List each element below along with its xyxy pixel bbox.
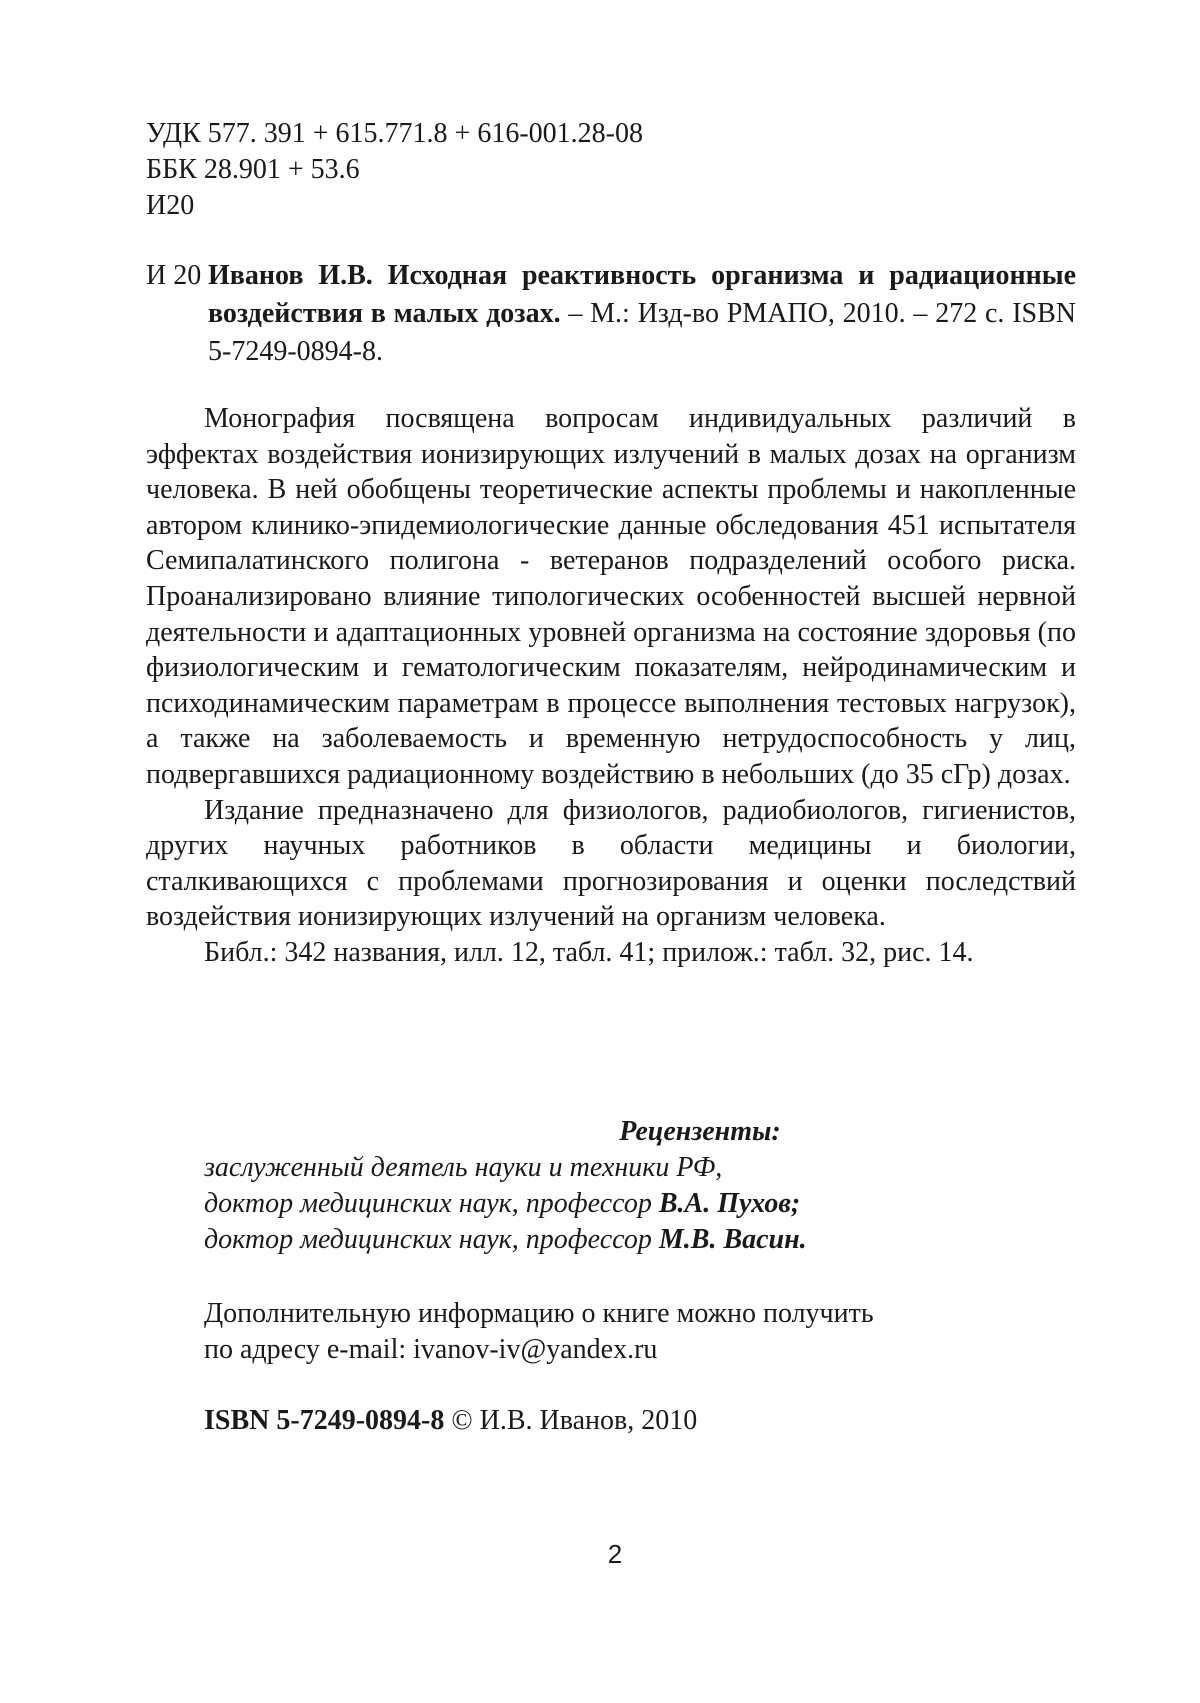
classification-codes (146, 116, 946, 224)
reviewer-line-2 (204, 1186, 1076, 1222)
page-number: 2 (607, 1539, 623, 1569)
entry-title: Иванов И.В. Исходная реактивность организма и радиационные воздействия в малых дозах. (208, 260, 1076, 329)
contact-line-1: Дополнительную информацию о книге можно получить (204, 1298, 874, 1329)
isbn-number: ISBN 5-7249-0894-8 (204, 1405, 445, 1436)
abstract (146, 401, 1076, 971)
entry-text (208, 257, 1076, 371)
reviewers-block (204, 1114, 1076, 1258)
abstract-paragraph-3: Библ.: 342 названия, илл. 12, табл. 41; прилож.: табл. 32, рис. 14. (204, 936, 974, 968)
entry-mark: И 20 (146, 260, 202, 291)
copyright-line (204, 1403, 1076, 1439)
reviewer-2-credentials: доктор медицинских наук, профессор (204, 1188, 659, 1219)
udk-code: УДК 577. 391 + 615.771.8 + 616-001.28-08 (146, 118, 643, 149)
reviewer-2-name: В.А. Пухов; (658, 1188, 801, 1219)
author-mark: И20 (146, 190, 195, 221)
reviewer-line-3 (204, 1222, 1076, 1258)
reviewer-3-credentials: доктор медицинских наук, профессор (204, 1224, 659, 1255)
bbk-code: ББК 28.901 + 53.6 (146, 154, 360, 185)
abstract-paragraph-1: Монография посвящена вопросам индивидуальных различий в эффектах воздействия ионизирующих излучений в малых дозах на организм человека. В ней обобщены теоретические аспекты проблемы и накопленные автором клинико-эпидемиологические данные обследования 451 испытателя Семипалатинского полигона - ветеранов подразделений особого риска. Проанализировано влияние типологических особенностей высшей нервной деятельности и адаптационных уровней организма на состояние здоровья (по физиологическим и гематологическим показателям, нейродинамическим и психодинамическим параметрам в процессе выполнения тестовых нагрузок), а также на заболеваемость и временную нетрудоспособность у лиц, подвергавшихся радиационному воздействию в небольших (до 35 сГр) дозах. (146, 403, 1076, 790)
reviewer-line-1: заслуженный деятель науки и техники РФ, (204, 1152, 723, 1183)
contact-info (204, 1296, 1076, 1368)
abstract-paragraph-2: Издание предназначено для физиологов, радиобиологов, гигиенистов, других научных работников в области медицины и биологии, сталкивающихся с проблемами прогнозирования и оценки последствий воздействия ионизирующих излучений на организм человека. (146, 794, 1076, 933)
entry-imprint: – М.: Изд-во РМАПО, 2010. – 272 с. ISBN 5-7249-0894-8. (208, 298, 1076, 367)
reviewer-3-name: М.В. Васин. (658, 1224, 807, 1255)
contact-line-2: по адресу e-mail: ivanov-iv@yandex.ru (204, 1334, 658, 1365)
copyright-holder: © И.В. Иванов, 2010 (444, 1405, 698, 1436)
reviewers-title: Рецензенты: (619, 1116, 781, 1147)
